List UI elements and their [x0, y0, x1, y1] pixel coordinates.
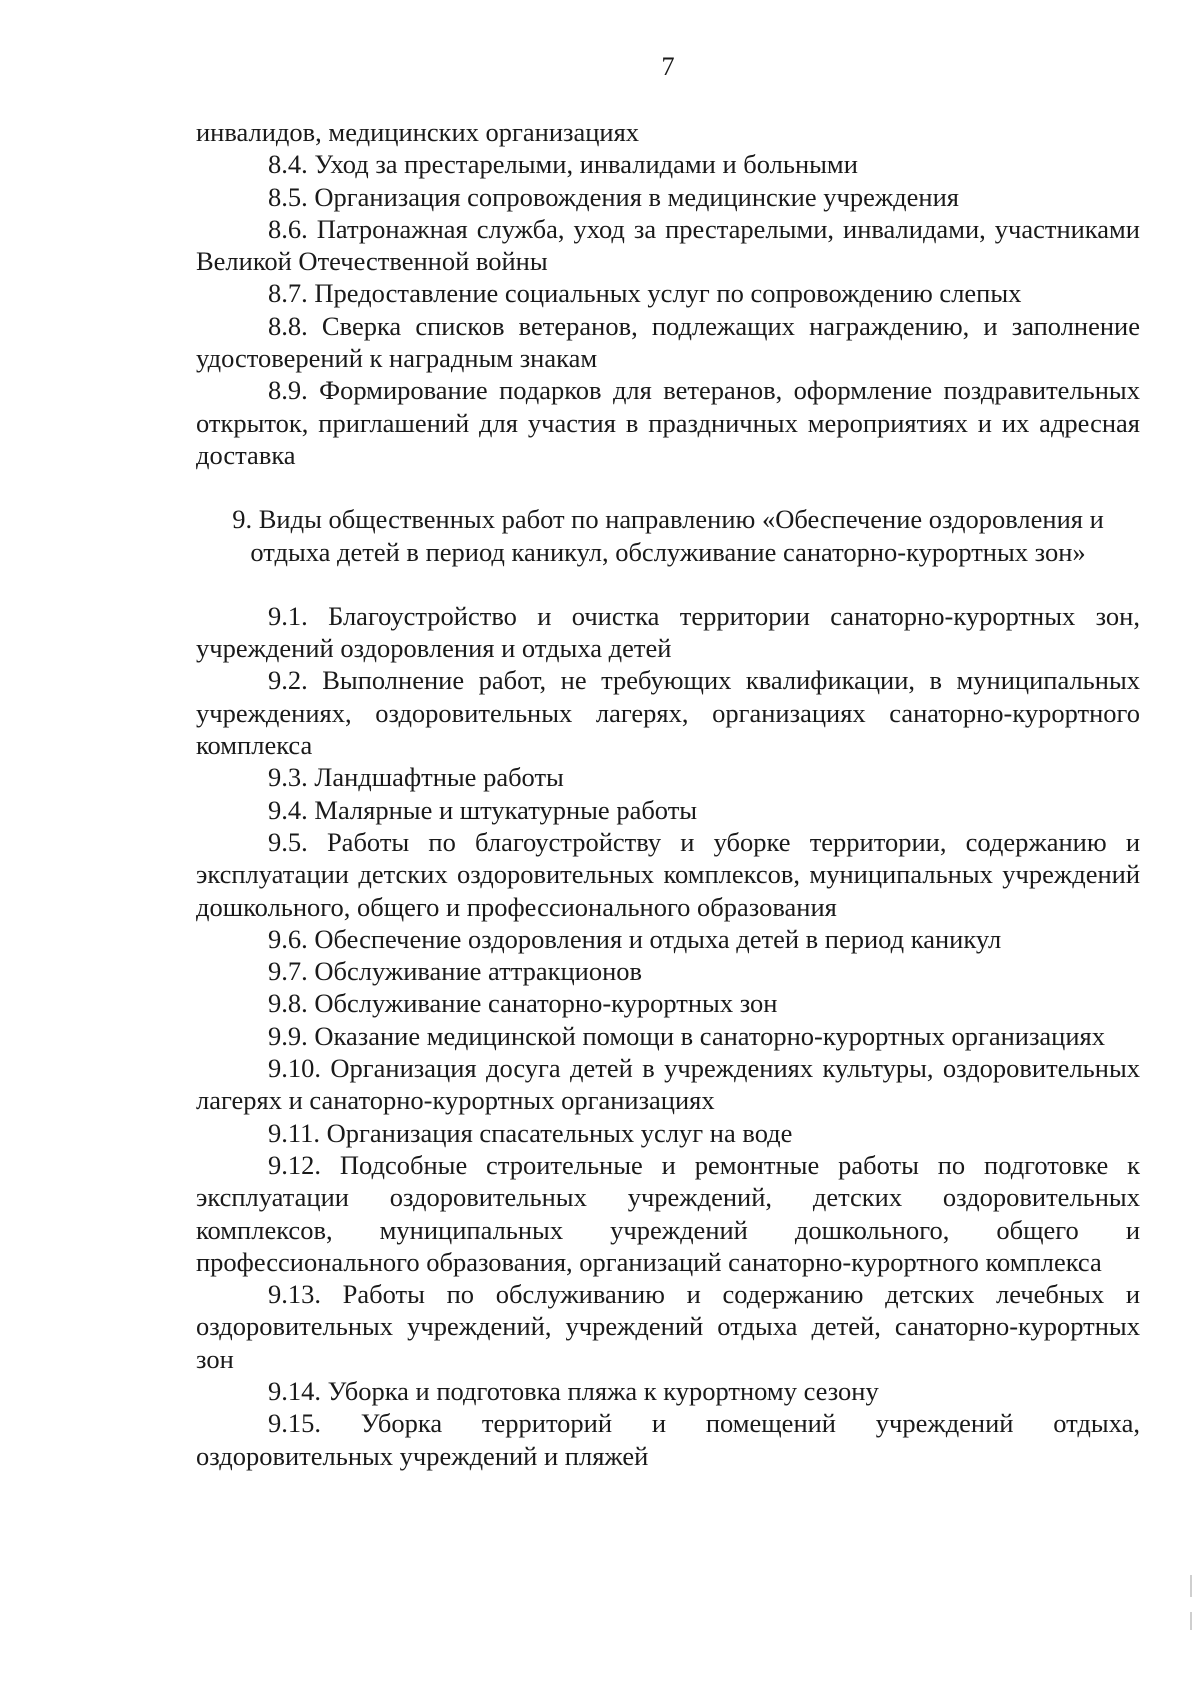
paragraph-9-4: 9.4. Малярные и штукатурные работы [268, 794, 698, 825]
paragraph-9-9: 9.9. Оказание медицинской помощи в санаторно-курортных организациях [268, 1020, 1105, 1051]
paragraph-8-7: 8.7. Предоставление социальных услуг по сопровождению слепых [268, 278, 1022, 309]
paragraph-9-14: 9.14. Уборка и подготовка пляжа к курортному сезону [268, 1375, 879, 1406]
paragraph-9-11: 9.11. Организация спасательных услуг на воде [268, 1117, 793, 1148]
section-9-list [196, 600, 1140, 1472]
paragraph-8-5: 8.5. Организация сопровождения в медицинские учреждения [268, 181, 959, 212]
paragraph-9-1: 9.1. Благоустройство и очистка территории санаторно-курортных зон, учреждений оздоровления и отдыха детей [196, 600, 1140, 664]
paragraph-9-2: 9.2. Выполнение работ, не требующих квалификации, в муниципальных учреждениях, оздоровительных лагерях, организациях санаторно-курортного комплекса [196, 665, 1140, 761]
paragraph-8-4: 8.4. Уход за престарелыми, инвалидами и больными [268, 149, 858, 180]
section-9-heading: 9. Виды общественных работ по направлению «Обеспечение оздоровления и отдыха детей в период каникул, обслуживание санаторно-курортных зон» [232, 504, 1104, 567]
section-8-list [196, 116, 1140, 471]
paragraph-9-13: 9.13. Работы по обслуживанию и содержанию детских лечебных и оздоровительных учреждений, учреждений отдыха детей, санаторно-курортных зон [196, 1279, 1140, 1374]
paragraph-9-5: 9.5. Работы по благоустройству и уборке территории, содержанию и эксплуатации детских оздоровительных комплексов, муниципальных учреждений дошкольного, общего и профессионального образования [196, 826, 1140, 922]
page-number: 7 [661, 51, 675, 81]
paragraph-9-6: 9.6. Обеспечение оздоровления и отдыха детей в период каникул [268, 923, 1002, 954]
scan-edge-mark [1190, 1575, 1192, 1597]
paragraph-9-12: 9.12. Подсобные строительные и ремонтные работы по подготовке к эксплуатации оздоровительных учреждений, детских оздоровительных комплексов, муниципальных учреждений дошкольного, общего и профессионального образования, организаций санаторно-курортного комплекса [196, 1149, 1140, 1277]
paragraph-8-8: 8.8. Сверка списков ветеранов, подлежащих награждению, и заполнение удостоверений к наградным знакам [196, 310, 1140, 374]
paragraph-9-7: 9.7. Обслуживание аттракционов [268, 956, 643, 987]
paragraph-8-9: 8.9. Формирование подарков для ветеранов, оформление поздравительных открыток, приглашений для участия в праздничных мероприятиях и их адресная доставка [196, 375, 1140, 470]
scan-edge-mark [1190, 1612, 1192, 1630]
paragraph-9-10: 9.10. Организация досуга детей в учреждениях культуры, оздоровительных лагерях и санаторно-курортных организациях [196, 1053, 1140, 1116]
paragraph-9-3: 9.3. Ландшафтные работы [268, 762, 564, 793]
paragraph-8-continuation: инвалидов, медицинских организациях [196, 117, 640, 147]
paragraph-8-6: 8.6. Патронажная служба, уход за престарелыми, инвалидами, участниками Великой Отечественной войны [196, 213, 1140, 277]
paragraph-9-15: 9.15. Уборка территорий и помещений учреждений отдыха, оздоровительных учреждений и пляжей [196, 1408, 1140, 1471]
paragraph-9-8: 9.8. Обслуживание санаторно-курортных зон [268, 988, 778, 1019]
document-page [196, 50, 1140, 1472]
